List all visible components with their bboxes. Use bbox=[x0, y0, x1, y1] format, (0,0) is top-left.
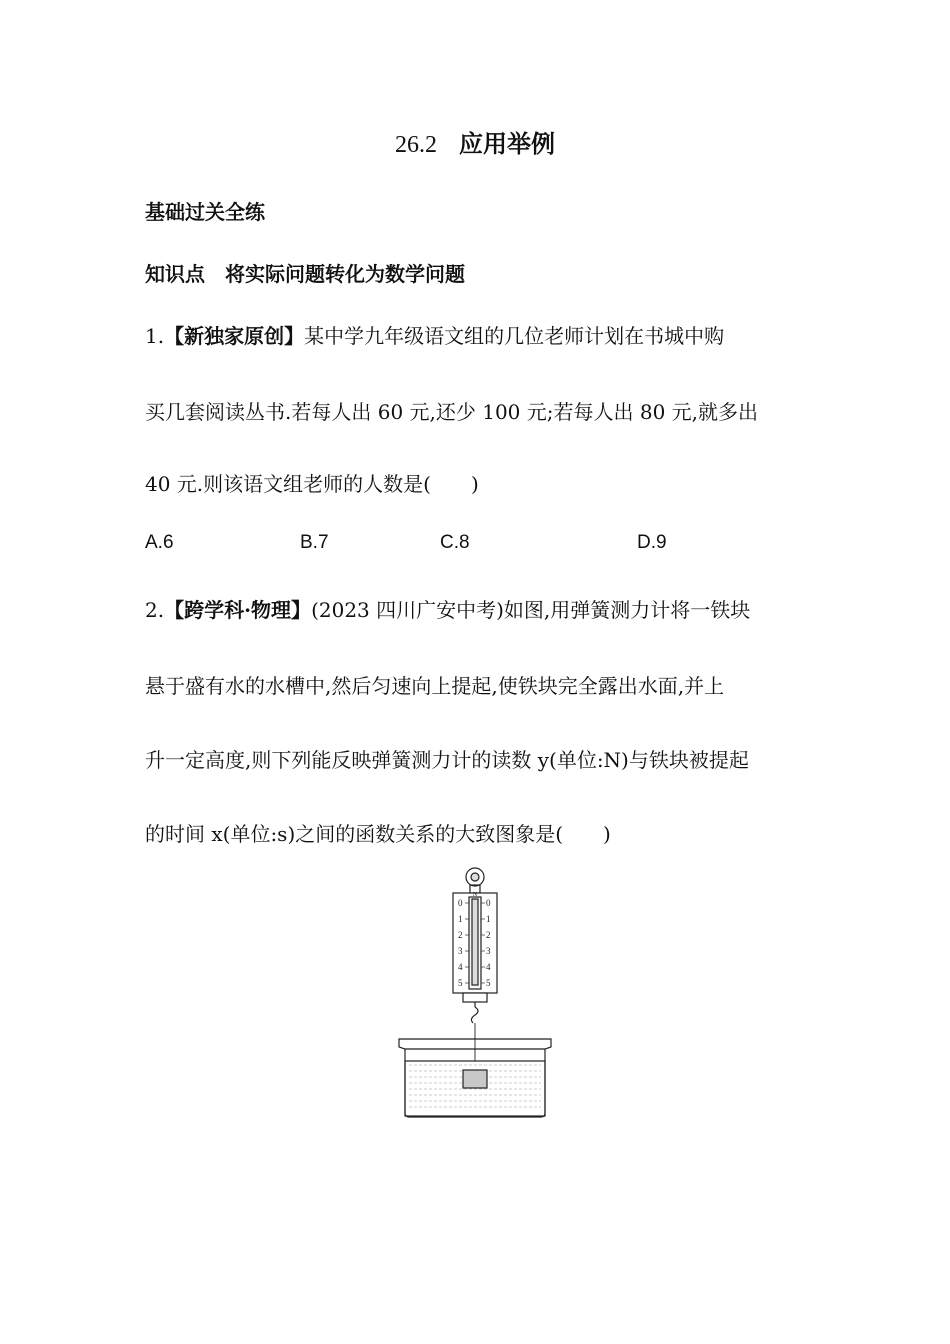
scale-left-5: 5 bbox=[458, 978, 463, 988]
option-a[interactable]: A.6 bbox=[145, 532, 174, 553]
knowledge-point-heading: 知识点 将实际问题转化为数学问题 bbox=[145, 262, 465, 286]
question-1-line-1 bbox=[145, 320, 810, 349]
scale-spring bbox=[472, 899, 478, 985]
section-title: 应用举例 bbox=[459, 129, 555, 158]
question-1-number: 1. bbox=[145, 324, 165, 348]
scale-left-0: 0 bbox=[458, 898, 463, 908]
question-1-line-3: 40 元.则该语文组老师的人数是( ) bbox=[145, 472, 479, 496]
scale-left-3: 3 bbox=[458, 946, 463, 956]
question-2-line-1 bbox=[145, 594, 810, 623]
scale-left-4: 4 bbox=[458, 962, 463, 972]
scale-left-2: 2 bbox=[458, 930, 463, 940]
spring-scale-figure bbox=[395, 865, 555, 1121]
scale-hook bbox=[471, 1002, 478, 1023]
scale-right-1: 1 bbox=[486, 914, 491, 924]
exercise-heading: 基础过关全练 bbox=[145, 200, 265, 224]
scale-right-2: 2 bbox=[486, 930, 491, 940]
question-2-line-2: 悬于盛有水的水槽中,然后匀速向上提起,使铁块完全露出水面,并上 bbox=[145, 674, 725, 698]
scale-right-5: 5 bbox=[486, 978, 491, 988]
scale-right-3: 3 bbox=[486, 946, 491, 956]
scale-left-1: 1 bbox=[458, 914, 463, 924]
question-1-line-2: 买几套阅读丛书.若每人出 60 元,还少 100 元;若每人出 80 元,就多出 bbox=[145, 400, 759, 424]
option-c[interactable]: C.8 bbox=[440, 532, 470, 553]
question-1-text-1: 某中学九年级语文组的几位老师计划在书城中购 bbox=[304, 324, 725, 348]
scale-base bbox=[463, 993, 487, 1002]
scale-unit-label: N bbox=[472, 892, 478, 898]
scale-ring-inner bbox=[471, 873, 479, 881]
question-2-text-1: (2023 四川广安中考)如图,用弹簧测力计将一铁块 bbox=[311, 598, 751, 622]
question-2-line-4: 的时间 x(单位:s)之间的函数关系的大致图象是( ) bbox=[145, 822, 611, 846]
section-number: 26.2 bbox=[395, 132, 437, 158]
page-title bbox=[0, 124, 950, 159]
iron-block bbox=[463, 1070, 487, 1088]
scale-right-0: 0 bbox=[486, 898, 491, 908]
question-2-tag: 【跨学科·物理】 bbox=[164, 598, 312, 622]
question-1-tag: 【新独家原创】 bbox=[164, 324, 305, 348]
question-2-number: 2. bbox=[145, 598, 165, 622]
option-b[interactable]: B.7 bbox=[300, 532, 329, 553]
option-d[interactable]: D.9 bbox=[637, 532, 667, 553]
question-2-line-3: 升一定高度,则下列能反映弹簧测力计的读数 y(单位:N)与铁块被提起 bbox=[145, 748, 749, 772]
scale-right-4: 4 bbox=[486, 962, 491, 972]
